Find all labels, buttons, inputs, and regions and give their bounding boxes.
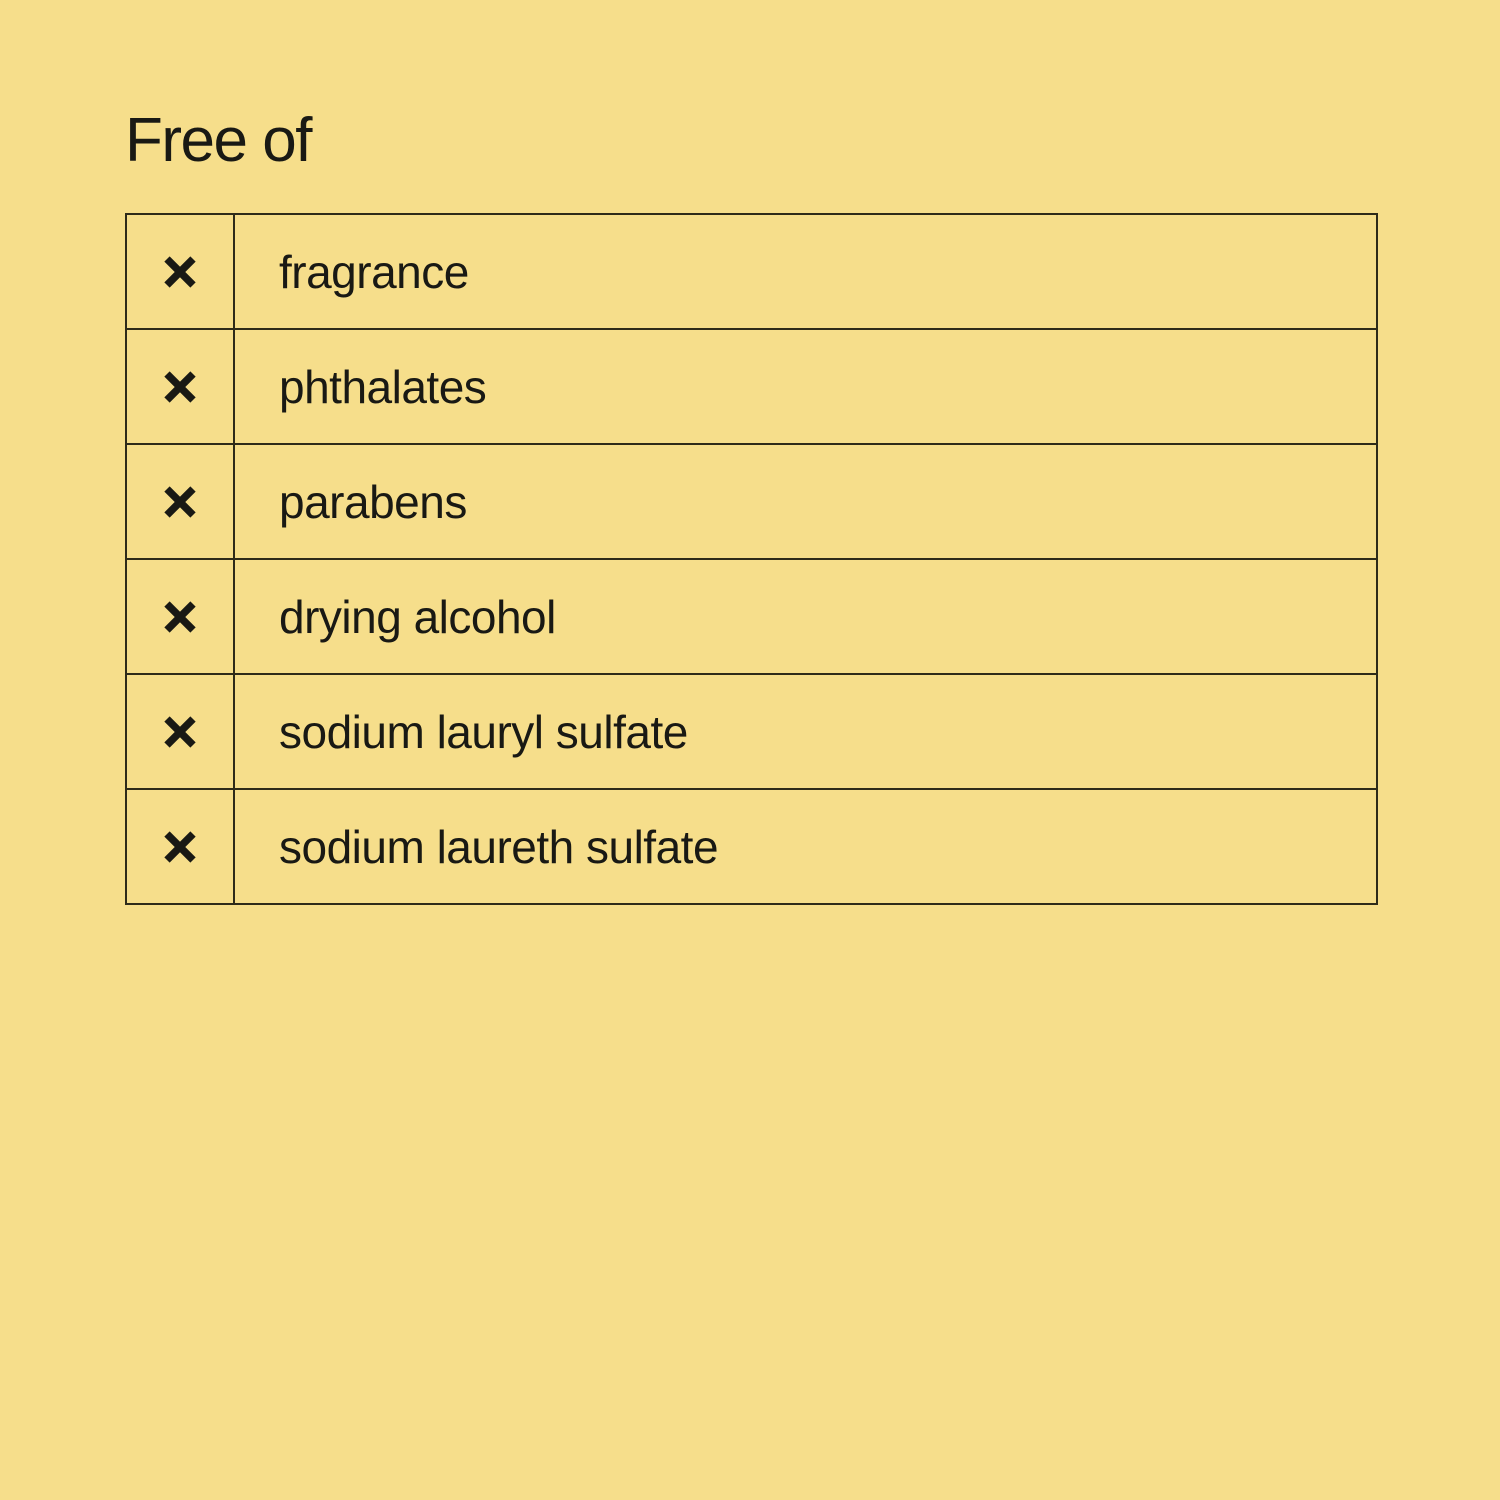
ingredient-label: parabens bbox=[279, 475, 467, 528]
x-mark-icon bbox=[162, 484, 198, 520]
table-row bbox=[127, 790, 1376, 903]
ingredient-label: sodium laureth sulfate bbox=[279, 820, 719, 873]
x-mark-icon bbox=[162, 369, 198, 405]
icon-cell bbox=[127, 790, 235, 903]
icon-cell bbox=[127, 560, 235, 673]
x-mark-icon bbox=[162, 714, 198, 750]
x-mark-icon bbox=[162, 829, 198, 865]
table-row bbox=[127, 445, 1376, 560]
table-row bbox=[127, 330, 1376, 445]
table-row bbox=[127, 215, 1376, 330]
icon-cell bbox=[127, 215, 235, 328]
icon-cell bbox=[127, 445, 235, 558]
table-row bbox=[127, 560, 1376, 675]
icon-cell bbox=[127, 330, 235, 443]
ingredient-label: fragrance bbox=[279, 245, 469, 298]
ingredient-label: phthalates bbox=[279, 360, 487, 413]
free-of-title: Free of bbox=[125, 106, 311, 175]
icon-cell bbox=[127, 675, 235, 788]
x-mark-icon bbox=[162, 599, 198, 635]
free-of-table bbox=[125, 213, 1378, 905]
x-mark-icon bbox=[162, 254, 198, 290]
table-row bbox=[127, 675, 1376, 790]
ingredient-label: sodium lauryl sulfate bbox=[279, 705, 688, 758]
ingredient-label: drying alcohol bbox=[279, 590, 556, 643]
